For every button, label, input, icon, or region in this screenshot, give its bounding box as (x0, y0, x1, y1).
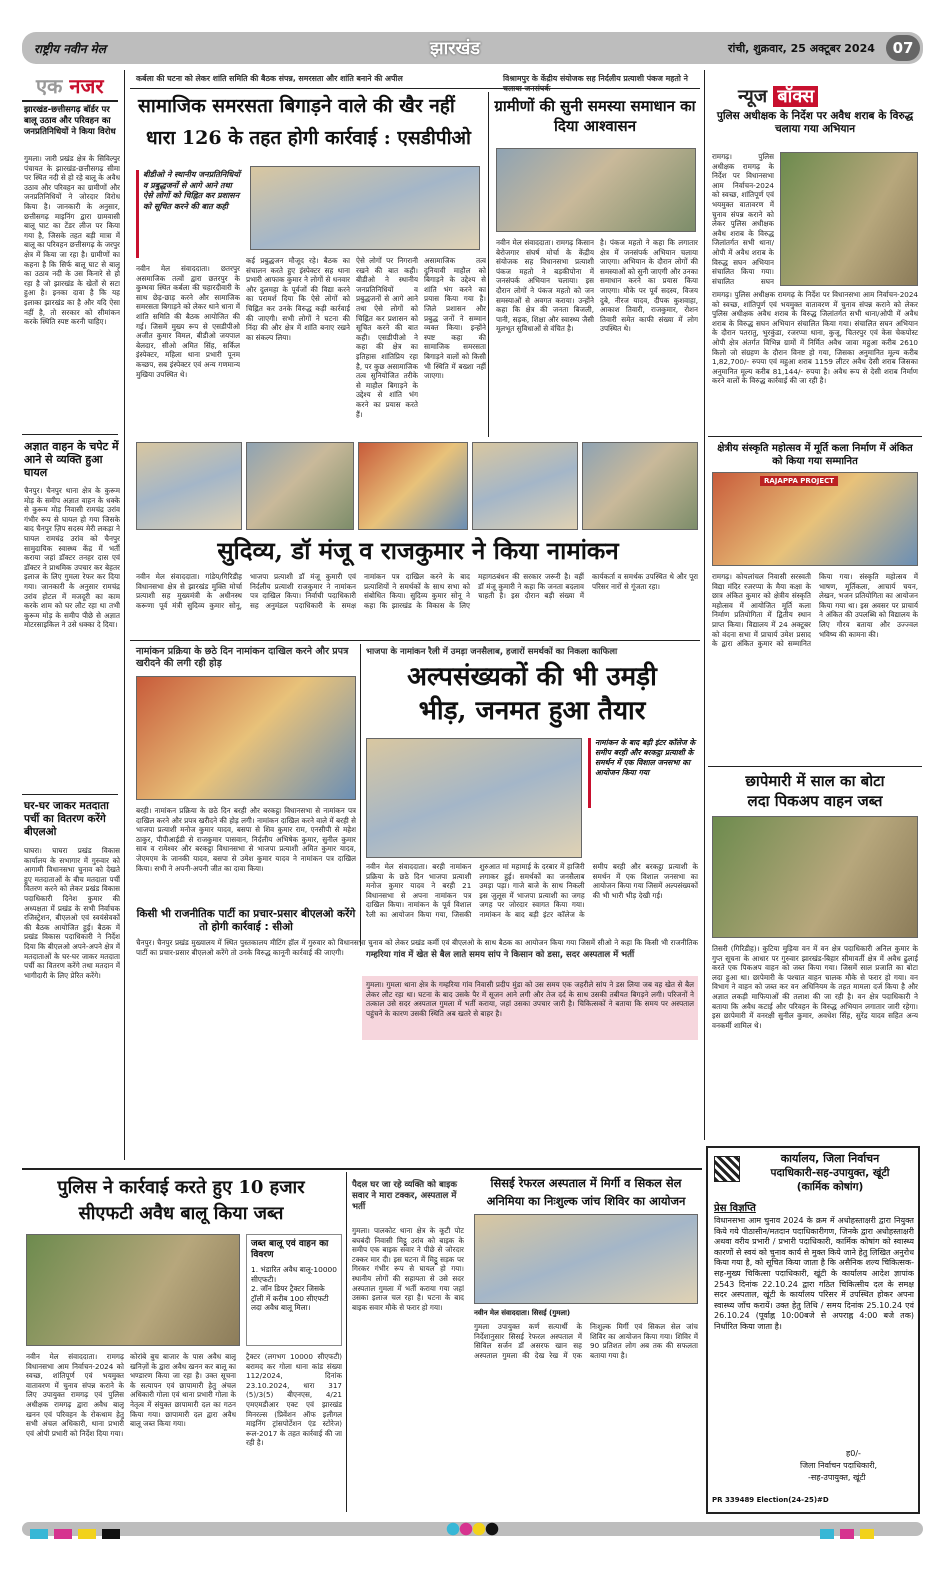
sisai-headline-1: सिसई रेफरल अस्पताल में मिर्गी व सिकल सेल (490, 1176, 682, 1190)
divider (708, 436, 922, 437)
bjp-headline-2: भीड़, जनमत हुआ तैयार (418, 696, 646, 726)
ad-body: विधानसभा आम चुनाव 2024 के क्रम में अधोहस्ताक्षरी द्वारा नियुक्त किये गये पीठासीन/मतदान पदाधिकारीगण, जिनके द्वारा अधोहस्ताक्षरी अथवा वरीय प्रभारी / प्रभारी पदाधिकारी, कार्मिक कोषांग को स्वास्थ्य कारणों से स्वयं को चुनाव कार्य से मुक्त किये जाने हेतु लिखित अनुरोध किया गया है, को सूचित किया जाता है कि असैनिक शल्य चिकित्सक-सह-मुख्य चिकित्सा पदाधिकारी, खूंटी के कार्यालय आदेश ज्ञापांक 2543 दिनांक 22.10.24 द्वारा गठित चिकित्सीय दल के समक्ष सदर अस्पताल, खूंटी के कार्यालय परिसर में उपस्थित होकर अपना स्वास्थ्य जाँच करायें। उक्त हेतु तिथि / समय दिनांक 25.10.24 एवं 26.10.24 (पूर्वाह्न 10:00बजे से अपराह्न 4:00 बजे तक) निर्धारित किया जाता है। (714, 1216, 914, 1331)
gramin-headline: ग्रामीणों की सुनी समस्या समाधान का दिया आश्वासन (494, 97, 696, 135)
lead-photo (250, 166, 480, 250)
yellow-swatch (860, 1529, 874, 1539)
gramin-body-2: है। पंकज महतो ने कहा कि लगातार क्षेत्र में जनसंपर्क अभियान चलाया जाएगा। अभियान के दौरान लोगों की समस्याओं को सुनी जाएगी और उनका समाधान करने का प्रयास किया जाएगा। मौके पर पूर्व सदस्य, विजय दुबे, नीरज यादव, दीपक कुशवाहा, आकाश तिवारी, राजकुमार, रोशन तिवारी समेत काफी संख्या में लोग उपस्थित थे। (600, 238, 698, 334)
gramin-photo (496, 148, 696, 232)
ad-title-3: (कार्मिक कोषांग) (796, 1181, 864, 1193)
cyan-swatch (820, 1529, 834, 1539)
paper-name: राष्ट्रीय नवीन मेल (34, 42, 106, 56)
column-rule (360, 644, 361, 946)
balu-photo (26, 1234, 240, 1346)
balu-box-item: 1. भंडारित अवैध बालू-10000 सीएफटी। (251, 1265, 337, 1284)
ek-nazar-label (36, 72, 104, 99)
ek-nazar-s3-head: घर-घर जाकर मतदाता पर्ची का वितरण करेंगे बीएलओ (24, 800, 109, 838)
box-label: बॉक्स (773, 86, 818, 107)
pickup-headline-2: लदा पिकअप वाहन जब्त (747, 792, 883, 810)
bjp-body: नवीन मेल संवाददाता। बरही नामांकन प्रक्रिया के छठे दिन भाजपा प्रत्याशी मनोज कुमार यादव ने बरही 21 विधानसभा से अपना नामांकन पत्र दाखिल किया। नामांकन के पूर्व विशाल रैली का आयोजन किया गया, जिसकी शुरुआत मां महामाई के दरबार में हाजिरी लगाकर हुई। समर्थकों का जनसैलाब उमड़ा पड़ा। गाजे बाजे के साथ निकली इस जुलूस में भाजपा प्रत्याशी का जगह जगह पर जोरदार स्वागत किया गया। नामांकन के बाद बड़ी इंटर कॉलेज के समीप बरही और बरकट्ठा प्रत्याशी के समर्थन में एक विशाल जनसभा का आयोजन किया गया जिसमें अल्पसंख्यकों की भी भारी भीड़ देखी गई। (366, 862, 698, 919)
news-box-label (738, 84, 818, 108)
balu-body-3: ट्रैक्टर (लगभग 10000 सीएफटी) बरामद कर गोला थाना कांड संख्या 112/2024, दिनांक 23.10.2024, धारा 317 (5)/3(5) बीएनएस, 4/21 एमएमडीआर एक्ट एवं झारखंड मिनरल्स (प्रिवेंशन ऑफ इलीगल माइनिंग ट्रांसपोर्टेशन एंड स्टोरेज) रूल-2017 के तहत कार्रवाई की जा रही है। (246, 1352, 342, 1448)
photo-strip-2 (246, 442, 354, 530)
news-box-body-left (712, 152, 774, 286)
ad-subtitle: प्रेस विज्ञप्ति (714, 1203, 756, 1214)
ad-pr-number: PR 339489 Election(24-25)#D (712, 1496, 829, 1504)
sanskriti-headline: क्षेत्रीय संस्कृति महोत्सव में मूर्ति कला निर्माण में अंकित को किया गया सम्मानित (717, 443, 913, 467)
news-box-body: रामगढ़। पुलिस अधीक्षक रामगढ़ के निर्देश पर विधानसभा आम निर्वाचन-2024 को स्वच्छ, शांतिपूर्ण एवं भयमुक्त वातावरण में चुनाव संपन्न कराने को लेकर पुलिस अधीक्षक अवैध शराब के विरुद्ध जिलांतर्गत सभी थाना/ओपी में अवैध शराब के विरुद्ध सघन अभियान संचालित किया गया। संचालित सघन (712, 152, 774, 286)
dateline: रांची, शुक्रवार, 25 अक्टूबर 2024 (728, 42, 875, 55)
bjp-photo (366, 738, 582, 858)
barkatha-body: बरही। नामांकन प्रक्रिया के छठे दिन बरही और बरकट्ठा विधानसभा से नामांकन पत्र दाखिल करने और प्रपत्र खरीदने की होड़ लगी। नामांकन दाखिल करने वाले में बरही से भाजपा प्रत्याशी मनोज कुमार यादव, बसपा से शिव कुमार राम, एनसीपी से महेश ठाकुर, पीपीआईडी से राजकुमार पासवान, निर्दलीय अभिषेक कुमार, सुनील कुमार साव व रामेश्वर और बरकट्ठा विधानसभा से भाजपा प्रत्याशी अमित कुमार यादव, जेएमएम के जानकी यादव, बसपा से उमेश कुमार यादव ने नामांकन पत्र दाखिल किया। सभी ने अपनी-अपनी जीत का दावा किया। (136, 806, 356, 873)
divider (22, 794, 118, 795)
pickup-photo (712, 816, 918, 938)
sanskriti-banner: RAJAPPA PROJECT (760, 476, 838, 486)
lead-body-4: असामाजिक तत्व दुनियावी माहौल को बिगाड़ने के उद्देश्य से शांति भंग करने का प्रयास किया गया है। जिले प्रशासन और प्रबुद्ध जनों ने सम्मान व्यक्त किया। इन्होंने स्पष्ट कहा की सामाजिक समरसता बिगाड़ने वालों को किसी भी स्थिति में बख्शा नहीं जाएगा। (424, 256, 486, 381)
bjp-quote: नामांकन के बाद बड़ी इंटर कॉलेज के समीप बरही और बरकट्ठा प्रत्याशी के समर्थन में एक विशाल जनसभा का आयोजन किया गया (595, 738, 696, 777)
color-registration-marks (820, 1524, 880, 1543)
bjp-headline-1: अल्पसंख्यकों की भी उमड़ी (407, 662, 657, 692)
sanskriti-photo (712, 472, 918, 566)
ad-sign-1: ह0/- (846, 1449, 861, 1458)
photo-strip-4 (472, 442, 578, 530)
ad-title-2: पदाधिकारी-सह-उपायुक्त, खूंटी (770, 1167, 890, 1179)
photo-strip-3 (358, 442, 468, 530)
pickup-body: तिसरी (गिरिडीह)। कुटिया मुड़िया वन में वन क्षेत्र पदाधिकारी अनिल कुमार के गुप्त सूचना के आधार पर गुरुवार झारखंड-बिहार सीमावर्ती क्षेत्र में अवैध ढुलाई करते एक पिकअप वाहन को जब्त किया गया। जिसमें साल प्रजाति का बोटा लदा हुआ था। छापेमारी के पश्चात वाहन चालक मौके से फरार हो गया। वन विभाग ने वाहन को जब्त कर वन अधिनियम के तहत मामला दर्ज किया है और अज्ञात लकड़ी माफियाओं की तलाश की जा रही है। वन क्षेत्र पदाधिकारी ने बताया कि अवैध कटाई और परिवहन के विरुद्ध अभियान लगातार जारी रहेगा। इस छापेमारी में वनरक्षी सुनील कुमार, अवधेश सिंह, सुरेंद्र यादव सहित अन्य वनकर्मी शामिल थे। (712, 944, 918, 1030)
black-swatch (102, 1529, 120, 1539)
photo-strip-5 (582, 442, 698, 530)
section-title: झारखंड (430, 38, 480, 59)
pickup-headline-1: छापेमारी में साल का बोटा (745, 772, 885, 790)
lead-headline-2: धारा 126 के तहत होगी कार्रवाई : एसडीपीओ (146, 127, 471, 149)
divider (22, 434, 118, 435)
balu-box-item: 2. जॉन डियर ट्रैक्टर जिसके ट्रॉली में करीब 100 सीएफटी लदा अवैध बालू मिला। (251, 1284, 329, 1313)
column-rule (124, 70, 125, 1160)
ek-nazar-s2-body: चैनपुर। चैनपुर थाना क्षेत्र के कुरूम मोड़ के समीप अज्ञात वाहन के धक्के से कुरूम मोड़ निवासी रामचंद्र उरांव गंभीर रूप से घायल हो गया जिसके बाद चैनपुर ज़िप सदस्य मेरी लकड़ा ने घायल रामचंद्र उरांव को चैनपुर सामुदायिक स्वास्थ्य केंद्र में भर्ती कराया जहां डॉक्टर तनहर दास एवं डॉक्टर ने प्राथमिक उपचार कर बेहतर इलाज के लिए गुमला रेफर कर दिया गया। जानकारी के अनुसार रामचंद्र उरांव होटल में मजदूरी का काम करके शाम को घर लौट रहा था तभी कुरूम मोड़ के समीप पीछे से अज्ञात मोटरसाइकिल ने उसे धक्का दे दिया। (24, 486, 120, 630)
column-rule (488, 92, 489, 437)
lead-body-1: नवीन मेल संवाददाता। छतरपुर असमाजिक तत्वों द्वारा छतरपुर के कुम्भवा स्थित कर्बला की चहारदीवारी के साथ छेड़-छाड़ करने और सामाजिक समरसता बिगाड़ने को लेकर थाने धाना में शांति समिति की बैठक आयोजित की गई। जिसमें मुख्य रूप से एसडीपीओ अजीत कुमार विमल, बीडीओ जयपाल बेलदार, सीओ अमित सिंह, सर्किल इंस्पेक्टर, महिला थाना प्रभारी पूनम कच्छप, सब इंस्पेक्टर एवं अन्य गणमान्य मुखिया उपस्थित थे। (136, 264, 240, 379)
news-box-photo (780, 152, 918, 286)
lead-quote: बीडीओ ने स्थानीय जनप्रतिनिधियों व प्रबुद्धजनों से आगे आने तथा ऐसे लोगों को चिह्नित कर प्रशासन को सूचित करने की बात कही (143, 170, 241, 211)
sisai-headline-2: अनिमिया का निःशुल्क जांच शिविर का आयोजन (486, 1194, 686, 1208)
gramin-body-1: नवीन मेल संवाददाता। रामगढ़ किसान बेरोजगार संघर्ष मोर्चा के केंद्रीय संयोजक सह विधानसभा प्रत्याशी पंकज महतो ने बड़कीपोना में जनसंपर्क अभियान चलाया। इस दौरान लोगों ने पंकज महतो को जन समस्याओं से अवगत कराया। उन्होंने कहा कि क्षेत्र की जनता बिजली, पानी, सड़क, शिक्षा और स्वास्थ्य जैसी मूलभूत सुविधाओं से वंचित है। (496, 238, 594, 334)
bjp-strip: भाजपा के नामांकन रैली में उमड़ा जनसैलाब, हजारों समर्थकों का निकला काफिला (366, 647, 618, 657)
divider (130, 88, 700, 89)
lead-body-3: ऐसे लोगों पर निगरानी रखने की बात कही। बीडीओ ने स्थानीय जनप्रतिनिधियों व प्रबुद्धजनों से आगे आने तथा ऐसे लोगों को चिह्नित कर प्रशासन को सूचित करने की बात कही। एसडीपीओ ने कहा की क्षेत्र का इतिहास शांतिप्रिय रहा है, पर कुछ असामाजिक तत्व सुनियोजित तरीके से माहौल बिगाड़ने के उद्देश्य से शांति भंग करने का प्रयास करते हैं। (356, 256, 418, 419)
news-label: न्यूज (738, 86, 768, 107)
balu-body-2: कोरांबे बुच बाजार के पास अवैध बालू खनिज़ों के द्वारा अवैध खनन कर बालू का भण्डारण किया जा रहा है। उक्त सूचना के सत्यापन एवं छापामारी हेतु अंचल अधिकारी गोला एवं थाना प्रभारी गोला के नेतृत्व में संयुक्त छापामारी दल का गठन किया गया। छापामारी दल द्वारा अवैध बालू जब्त किया गया। (130, 1352, 236, 1429)
balu-headline-1: पुलिस ने कार्रवाई करते हुए 10 हजार (57, 1177, 305, 1198)
divider (22, 100, 118, 102)
balu-box (246, 1234, 342, 1346)
blo-headline: किसी भी राजनीतिक पार्टी का प्रचार-प्रसार बीएलओ करेंगे तो होगी कार्रवाई : सीओ (136, 908, 356, 933)
bjp-quote-box (588, 738, 698, 808)
gumla-strip: गम्हरिया गांव में खेत से बैल लाते समय सांप ने किसान को डसा, सदर अस्पताल में भर्ती (366, 950, 635, 960)
news-box-body-full: रामगढ़। पुलिस अधीक्षक रामगढ़ के निर्देश पर विधानसभा आम निर्वाचन-2024 को स्वच्छ, शांतिपूर्ण एवं भयमुक्त वातावरण में चुनाव संपन्न कराने को लेकर पुलिस अधीक्षक अवैध शराब के विरुद्ध जिलांतर्गत सभी थाना/ओपी में अवैध शराब के विरुद्ध सघन अभियान संचालित किया गया। संचालित सघन अभियान के दौरान पतरातु, भुरकुंडा, रजरप्पा थाना, कुजू, चितरपुर एवं केस चेकपोस्ट ओपी क्षेत्र अंतर्गत विभिन्न ग्रामों में निर्मित अवैध जावा महुआ करीब 2610 किलो जो संग्रहण के दौरान विनष्ट हो गया, जिसका अनुमानित मूल्य करीब 1,82,700/- रुपया एवं महुआ शराब 1159 लीटर अवैध देसी शराब जिसका अनुमानित मूल्य करीब 81,144/- रुपया है। अवैध रूप से देसी शराब निर्माण करने वालों के विरुद्ध कार्रवाई की जा रही है। (712, 290, 918, 386)
ek-nazar-s3-body: घाघरा। घाघरा प्रखंड विकास कार्यालय के सभागार में गुरुवार को आगामी विधानसभा चुनाव को देखते हुए मतदाताओं के बीच मतदाता पर्ची वितरण करने को लेकर प्रखंड विकास पदाधिकारी दिनेश कुमार की अध्यक्षता में प्रखंड के सभी निर्वाचक रजिस्ट्रेशन, बीएलओ एवं स्वयंसेवकों की बैठक आयोजित हुई। बैठक में प्रखंड विकास पदाधिकारी ने निर्देश दिया कि बीएलओ अपने-अपने क्षेत्र में मतदाताओं के घर-घर जाकर मतदाता पर्ची का वितरण करेंगे तथा मतदान में भागीदारी के लिए प्रेरित करेंगे। (24, 846, 120, 980)
barkatha-strip: नामांकन प्रक्रिया के छठे दिन नामांकन दाखिल करने और प्रपत्र खरीदने की लगी रही होड़ (136, 646, 349, 669)
yellow-swatch (78, 1529, 96, 1539)
top-strip-right: विश्रामपुर के केंद्रीय संयोजक सह निर्दलीय प्रत्याशी पंकज महतो ने (503, 74, 688, 83)
lead-quote-box (136, 170, 244, 258)
cyan-swatch (30, 1529, 48, 1539)
divider (22, 1168, 702, 1170)
lead-body-2: कई प्रबुद्धजन मौजूद रहे। बैठक का संचालन करते हुए इंस्पेक्टर सह थाना प्रभारी आफाक कुमार ने लोगों से धनवार और दुलमहा के पूर्वजों की विद्या करने का परामर्श दिया कि ऐसे लोगों को चिह्नित कर उनके विरुद्ध कड़ी कार्रवाई की जाएगी। सभी लोगों ने घटना की निंदा की और क्षेत्र में शांति बनाए रखने का संकल्प लिया। (246, 256, 350, 342)
sudivya-headline: सुदिव्य, डॉ मंजू व राजकुमार ने किया नामांकन (217, 536, 619, 565)
lead-headline-1: सामाजिक समरसता बिगाड़ने वाले की खैर नहीं (138, 95, 455, 117)
gumla-pink-box: गुमला। गुमला थाना क्षेत्र के गम्हरिया गांव निवासी प्रदीप मुंडा को उस समय एक जहरीले सांप ने डस लिया जब वह खेत से बैल लेकर लौट रहा था। घटना के बाद उसके पैर में सूजन आने लगी और तेज दर्द के साथ उसकी तबीयत बिगड़ने लगी। परिजनों ने तत्काल उसे सदर अस्पताल गुमला में भर्ती कराया, जहां उसका उपचार जारी है। चिकित्सकों ने बताया कि समय पर अस्पताल पहुंचने के कारण उसकी स्थिति अब खतरे से बाहर है। (362, 976, 698, 1040)
sudivya-body: नवीन मेल संवाददाता। गांडेय/गिरिडीह विधानसभा क्षेत्र से झारखंड मुक्ति मोर्चा प्रत्याशी सह मुख्यमंत्री के अधीनस्थ करूणा पूर्व मंत्री सुदिव्य कुमार सोनू, भाजपा प्रत्याशी डॉ मंजू कुमारी एवं निर्दलीय प्रत्याशी राजकुमार ने नामांकन पत्र दाखिल किया। निर्वाची पदाधिकारी सह अनुमंडल पदाधिकारी के समक्ष नामांकन पत्र दाखिल करने के बाद प्रत्याशियों ने समर्थकों के साथ सभा को संबोधित किया। सुदिव्य कुमार सोनू ने कहा कि झारखंड के विकास के लिए महागठबंधन की सरकार जरूरी है। वहीं डॉ मंजू कुमारी ने कहा कि जनता बदलाव चाहती है। इस दौरान बड़ी संख्या में कार्यकर्ता व समर्थक उपस्थित थे और पूरा परिसर नारों से गूंजता रहा। (136, 572, 698, 610)
color-registration-marks (30, 1524, 126, 1543)
divider (708, 766, 922, 767)
photo-strip-1 (136, 442, 242, 530)
page-number: 07 (886, 35, 920, 61)
balu-box-title: जब्त बालू एवं वाहन का विवरण (251, 1239, 329, 1260)
registration-circles (446, 1522, 500, 1536)
ad-logo-icon (714, 1156, 740, 1182)
top-strip-left: कर्बला की घटना को लेकर शांति समिति की बैठक संपन्न, समरसता और शांति बनाने की अपील (136, 74, 403, 83)
balu-body-1: नवीन मेल संवाददाता। रामगढ़ विधानसभा आम निर्वाचन-2024 को स्वच्छ, शांतिपूर्ण एवं भयमुक्त वातावरण में चुनाव संपन्न कराने के लिए उपायुक्त रामगढ़ एवं पुलिस अधीक्षक रामगढ़ द्वारा अवैध बालू खनन एवं परिवहन के रोकथाम हेतु सभी अंचल अधिकारी, थाना प्रभारी एवं ओपी प्रभारी को निर्देश दिया गया। (26, 1352, 124, 1438)
sanskriti-body: रामगढ़। कोयलांचल निवासी सरस्वती विद्या मंदिर रजरप्पा के मैया कक्षा के छात्र अंकित कुमार को क्षेत्रीय संस्कृति महोत्सव में आयोजित मूर्ति कला निर्माण प्रतियोगिता में द्वितीय स्थान प्राप्त किया। विद्यालय में 24 अक्टूबर को वंदना सभा में प्राचार्य उमेश प्रसाद के द्वारा अंकित कुमार को सम्मानित किया गया। संस्कृति महोत्सव में भाषण, मूर्तिकला, आचार्य चयन, लेखन, भजन प्रतियोगिता का आयोजन किया गया था। इस अवसर पर प्राचार्य ने अंकित की उपलब्धि को विद्यालय के लिए गौरव बताया और उज्ज्वल भविष्य की कामना की। (712, 572, 918, 649)
sisai-photo (474, 1214, 698, 1304)
ad-sign-2: जिला निर्वाचन पदाधिकारी, (800, 1461, 878, 1470)
balu-headline-2: सीएफटी अवैध बालू किया जब्त (78, 1203, 284, 1224)
ad-title-1: कार्यालय, जिला निर्वाचन (780, 1152, 880, 1165)
biker-body: गुमला। पालकोट थाना क्षेत्र के कूटी पोट बघबंदी निवासी मिट्ठू उरांव को बाइक के समीप एक बाइक सवार ने पीछे से जोरदार टक्कर मार दी। इस घटना में मिट्ठू सड़क पर गिरकर गंभीर रूप से घायल हो गया। स्थानीय लोगों की सहायता से उसे सदर अस्पताल गुमला में भर्ती कराया गया जहां उसका इलाज चल रहा है। घटना के बाद बाइक सवार मौके से फरार हो गया। (352, 1226, 464, 1312)
news-box-headline: पुलिस अधीक्षक के निर्देश पर अवैध शराब के विरुद्ध चलाया गया अभियान (716, 110, 914, 135)
ek-nazar-s2-head: अज्ञात वाहन के चपेट में आने से व्यक्ति हुआ घायल (24, 440, 119, 479)
ek-label: एक (36, 74, 63, 98)
magenta-swatch (54, 1529, 72, 1539)
barkatha-photo (136, 676, 356, 800)
blo-body: चैनपुर। चैनपुर प्रखंड मुख्यालय में स्थित पुस्तकालय मीटिंग हॉल में गुरुवार को विधानसभा चुनाव को लेकर प्रखंड कर्मी एवं बीएलओ के साथ बैठक का आयोजन किया गया जिसमें सीओ ने कहा कि किसी भी राजनीतिक पार्टी का प्रचार-प्रसार बीएलओ करेंगे तो उनके विरुद्ध कानूनी कार्रवाई की जाएगी। (136, 938, 698, 957)
nazar-label: नजर (69, 74, 104, 98)
sisai-body: गुमला उपायुक्त कर्ण सत्यार्थी के निर्देशानुसार सिसई रेफरल अस्पताल में सिविल सर्जन डॉ असरफ खान सह अस्पताल गुमला की देख रेख में एक निःशुल्क मिर्गी एवं सिकल सेल जांच शिविर का आयोजन किया गया। शिविर में 90 प्रतिशत लोग अब तक की सफलता बताया गया है। (474, 1322, 698, 1360)
sisai-caption: नवीन मेल संवाददाता। सिसई (गुमला) (474, 1309, 571, 1317)
ek-nazar-s1-body: गुमला। जारी प्रखंड क्षेत्र के सिविल्पुर पंचायत के झारखंड-छत्तीसगढ़ सीमा पर स्थित नदी से हो रहे बालू के अवैध उठाव और परिवहन का ग्रामीणों और जनप्रतिनिधियों ने जोरदार विरोध किया है। जानकारी के अनुसार, छत्तीसगढ़ माइनिंग द्वारा ग्रामवासी बालू घाट का टेंडर लीज पर किया गया है, जिसके तहत बड़ी मात्रा में बालू का परिवहन छत्तीसगढ़ के जरपुर क्षेत्र में किया जा रहा है। ग्रामीणों का कहना है कि सिर्फ बालू घाट से बालू का उठाव नदी के उस किनारे से हो रहा है जो झारखंड के खेतों से सटा हुआ है। इनका दावा है कि यह इलाका झारखंड का है और यदि ऐसा नहीं है, तो सरकार को सीमांकन करके स्थिति स्पष्ट करनी चाहिए। (24, 154, 120, 327)
ad-sign-3: -सह-उपायुक्त, खूंटी (808, 1473, 866, 1482)
magenta-swatch (840, 1529, 854, 1539)
column-rule (704, 70, 705, 1140)
biker-strip: पैदल घर जा रहे व्यक्ति को बाइक सवार ने मारा टक्कर, अस्पताल में भर्ती (352, 1180, 457, 1212)
column-rule (346, 1172, 347, 1512)
divider (130, 640, 700, 641)
ek-nazar-s1-head: झारखंड-छत्तीसगढ़ बॉर्डर पर बालू उठाव और परिवहन का जनप्रतिनिधियों ने किया विरोध (24, 105, 116, 137)
